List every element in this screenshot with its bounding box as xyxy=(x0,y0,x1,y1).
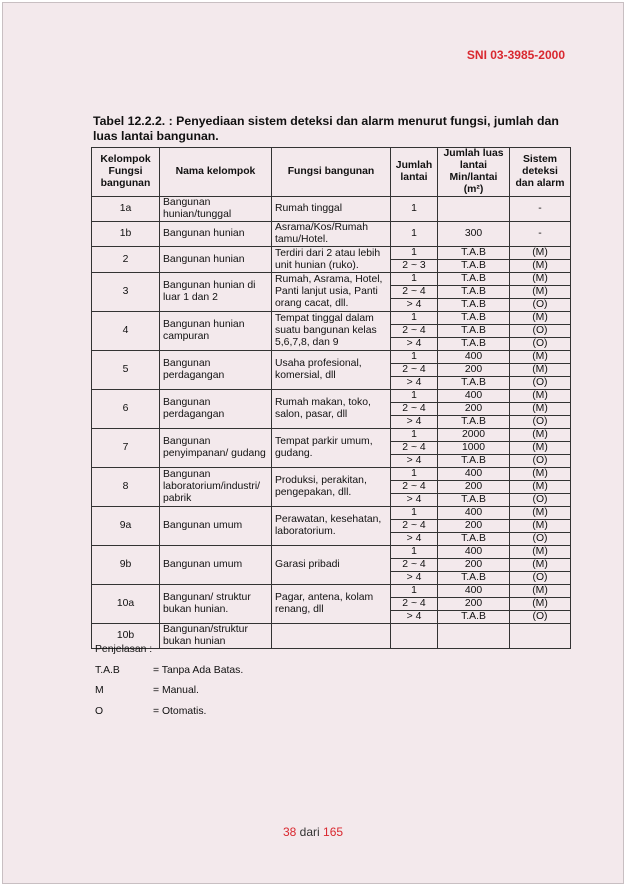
group-name-cell: Bangunan hunian campuran xyxy=(160,312,272,351)
system-cell: (M) xyxy=(510,585,571,598)
floors-cell: 2 ~ 4 xyxy=(391,325,438,338)
note-key: O xyxy=(95,705,104,717)
floors-cell: 2 ~ 4 xyxy=(391,286,438,299)
group-code-cell: 4 xyxy=(92,312,160,351)
note-value: = Otomatis. xyxy=(153,705,207,717)
floors-cell: 2 ~ 4 xyxy=(391,481,438,494)
system-cell: (O) xyxy=(510,416,571,429)
area-cell: 200 xyxy=(438,364,510,377)
system-cell: (M) xyxy=(510,312,571,325)
function-cell: Tempat parkir umum, gudang. xyxy=(272,429,391,468)
note-value: = Tanpa Ada Batas. xyxy=(153,664,244,676)
system-cell: (O) xyxy=(510,494,571,507)
area-cell: 200 xyxy=(438,559,510,572)
note-value: = Manual. xyxy=(153,685,199,696)
system-cell: - xyxy=(510,197,571,222)
area-cell: 400 xyxy=(438,585,510,598)
area-cell: 200 xyxy=(438,403,510,416)
table-row xyxy=(92,351,571,364)
system-cell: (M) xyxy=(510,442,571,455)
header-jumlah-lantai: Jumlah lantai xyxy=(391,148,438,197)
group-name-cell: Bangunan umum xyxy=(160,507,272,546)
floors-cell: 1 xyxy=(391,273,438,286)
floors-cell: 2 ~ 4 xyxy=(391,559,438,572)
table-row xyxy=(92,585,571,598)
floors-cell: 1 xyxy=(391,468,438,481)
header-luas-lantai: Jumlah luas lantai Min/lantai (m²) xyxy=(438,148,510,197)
area-cell: T.A.B xyxy=(438,338,510,351)
detection-alarm-table xyxy=(91,147,571,649)
system-cell: (M) xyxy=(510,598,571,611)
table-row xyxy=(92,468,571,481)
system-cell: (M) xyxy=(510,351,571,364)
system-cell: (O) xyxy=(510,299,571,312)
area-cell: T.A.B xyxy=(438,572,510,585)
function-cell: Rumah, Asrama, Hotel, Panti lanjut usia, Panti orang cacat, dll. xyxy=(272,273,391,312)
floors-cell: > 4 xyxy=(391,299,438,312)
table-row xyxy=(92,247,571,260)
group-name-cell: Bangunan/struktur bukan hunian xyxy=(160,624,272,649)
group-code-cell: 1b xyxy=(92,222,160,247)
system-cell: (M) xyxy=(510,273,571,286)
floors-cell: 2 ~ 4 xyxy=(391,403,438,416)
group-code-cell: 10a xyxy=(92,585,160,624)
function-cell: Terdiri dari 2 atau lebih unit hunian (ruko). xyxy=(272,247,391,273)
area-cell: T.A.B xyxy=(438,416,510,429)
floors-cell: 1 xyxy=(391,197,438,222)
page-separator: dari xyxy=(299,825,320,839)
table-header-row xyxy=(92,148,571,197)
system-cell: (M) xyxy=(510,468,571,481)
system-cell: (M) xyxy=(510,546,571,559)
system-cell: (O) xyxy=(510,338,571,351)
header-fungsi: Fungsi bangunan xyxy=(272,148,391,197)
area-cell: T.A.B xyxy=(438,611,510,624)
system-cell: (M) xyxy=(510,559,571,572)
note-item xyxy=(95,706,243,727)
table-row xyxy=(92,273,571,286)
table-row xyxy=(92,312,571,325)
system-cell: (M) xyxy=(510,481,571,494)
area-cell: 300 xyxy=(438,222,510,247)
group-name-cell: Bangunan hunian/tunggal xyxy=(160,197,272,222)
group-code-cell: 9a xyxy=(92,507,160,546)
area-cell: T.A.B xyxy=(438,455,510,468)
system-cell: (O) xyxy=(510,377,571,390)
table-row xyxy=(92,546,571,559)
area-cell: T.A.B xyxy=(438,377,510,390)
area-cell: 400 xyxy=(438,468,510,481)
group-name-cell: Bangunan hunian xyxy=(160,222,272,247)
standard-code: SNI 03-3985-2000 xyxy=(466,48,565,62)
table-row xyxy=(92,429,571,442)
group-code-cell: 7 xyxy=(92,429,160,468)
area-cell: 400 xyxy=(438,507,510,520)
system-cell: (M) xyxy=(510,520,571,533)
floors-cell: 1 xyxy=(391,222,438,247)
floors-cell: > 4 xyxy=(391,455,438,468)
notes-heading: Penjelasan : xyxy=(95,644,153,655)
function-cell: Pagar, antena, kolam renang, dll xyxy=(272,585,391,624)
floors-cell: 1 xyxy=(391,429,438,442)
page-number: 38 xyxy=(282,825,297,839)
area-cell: T.A.B xyxy=(438,247,510,260)
group-code-cell: 1a xyxy=(92,197,160,222)
area-cell: 200 xyxy=(438,481,510,494)
floors-cell: 1 xyxy=(391,312,438,325)
group-name-cell: Bangunan umum xyxy=(160,546,272,585)
table-title: Tabel 12.2.2. : Penyediaan sistem deteksi dan alarm menurut fungsi, jumlah dan luas lantai bangunan. xyxy=(93,114,559,143)
group-name-cell: Bangunan perdagangan xyxy=(160,390,272,429)
floors-cell: 2 ~ 4 xyxy=(391,598,438,611)
area-cell: 400 xyxy=(438,390,510,403)
area-cell: T.A.B xyxy=(438,533,510,546)
notes xyxy=(95,644,243,726)
group-name-cell: Bangunan/ struktur bukan hunian. xyxy=(160,585,272,624)
document-page xyxy=(2,2,624,884)
function-cell: Produksi, perakitan, pengepakan, dll. xyxy=(272,468,391,507)
system-cell: (M) xyxy=(510,403,571,416)
system-cell: (M) xyxy=(510,364,571,377)
system-cell: (O) xyxy=(510,455,571,468)
system-cell: - xyxy=(510,222,571,247)
function-cell: Rumah makan, toko, salon, pasar, dll xyxy=(272,390,391,429)
floors-cell: > 4 xyxy=(391,338,438,351)
area-cell: 400 xyxy=(438,546,510,559)
area-cell: 200 xyxy=(438,520,510,533)
system-cell: (O) xyxy=(510,572,571,585)
system-cell: (M) xyxy=(510,286,571,299)
floors-cell: 1 xyxy=(391,351,438,364)
group-code-cell: 6 xyxy=(92,390,160,429)
area-cell: 1000 xyxy=(438,442,510,455)
function-cell xyxy=(272,624,391,649)
floors-cell: 2 ~ 3 xyxy=(391,260,438,273)
table-row xyxy=(92,390,571,403)
function-cell: Usaha profesional, komersial, dll xyxy=(272,351,391,390)
system-cell: (O) xyxy=(510,325,571,338)
area-cell: T.A.B xyxy=(438,286,510,299)
group-code-cell: 5 xyxy=(92,351,160,390)
area-cell: 400 xyxy=(438,351,510,364)
floors-cell: > 4 xyxy=(391,494,438,507)
area-cell: T.A.B xyxy=(438,299,510,312)
area-cell xyxy=(438,624,510,649)
table-row xyxy=(92,507,571,520)
group-name-cell: Bangunan penyimpanan/ gudang xyxy=(160,429,272,468)
area-cell: T.A.B xyxy=(438,273,510,286)
note-key: M xyxy=(95,685,104,696)
area-cell: T.A.B xyxy=(438,494,510,507)
note-item xyxy=(95,685,243,706)
function-cell: Rumah tinggal xyxy=(272,197,391,222)
header-kelompok: Kelompok Fungsi bangunan xyxy=(92,148,160,197)
page-total: 165 xyxy=(323,825,344,839)
area-cell: T.A.B xyxy=(438,260,510,273)
group-code-cell: 10b xyxy=(92,624,160,649)
floors-cell: > 4 xyxy=(391,611,438,624)
group-code-cell: 3 xyxy=(92,273,160,312)
header-sistem: Sistem deteksi dan alarm xyxy=(510,148,571,197)
table-row xyxy=(92,197,571,222)
system-cell xyxy=(510,624,571,649)
group-name-cell: Bangunan laboratorium/industri/ pabrik xyxy=(160,468,272,507)
function-cell: Perawatan, kesehatan, laboratorium. xyxy=(272,507,391,546)
group-name-cell: Bangunan hunian di luar 1 dan 2 xyxy=(160,273,272,312)
system-cell: (M) xyxy=(510,390,571,403)
floors-cell: 2 ~ 4 xyxy=(391,520,438,533)
system-cell: (M) xyxy=(510,260,571,273)
function-cell: Garasi pribadi xyxy=(272,546,391,585)
group-code-cell: 9b xyxy=(92,546,160,585)
floors-cell: 2 ~ 4 xyxy=(391,364,438,377)
page-footer xyxy=(3,825,623,839)
floors-cell: > 4 xyxy=(391,572,438,585)
area-cell xyxy=(438,197,510,222)
floors-cell: 1 xyxy=(391,247,438,260)
floors-cell: 1 xyxy=(391,546,438,559)
system-cell: (M) xyxy=(510,429,571,442)
system-cell: (O) xyxy=(510,611,571,624)
system-cell: (O) xyxy=(510,533,571,546)
group-code-cell: 8 xyxy=(92,468,160,507)
area-cell: 200 xyxy=(438,598,510,611)
floors-cell xyxy=(391,624,438,649)
table-row xyxy=(92,222,571,247)
group-name-cell: Bangunan perdagangan xyxy=(160,351,272,390)
system-cell: (M) xyxy=(510,507,571,520)
floors-cell: 1 xyxy=(391,507,438,520)
function-cell: Asrama/Kos/Rumah tamu/Hotel. xyxy=(272,222,391,247)
area-cell: 2000 xyxy=(438,429,510,442)
floors-cell: > 4 xyxy=(391,377,438,390)
area-cell: T.A.B xyxy=(438,312,510,325)
area-cell: T.A.B xyxy=(438,325,510,338)
note-item xyxy=(95,665,243,686)
note-key: T.A.B xyxy=(95,664,120,676)
floors-cell: > 4 xyxy=(391,533,438,546)
function-cell: Tempat tinggal dalam suatu bangunan kelas 5,6,7,8, dan 9 xyxy=(272,312,391,351)
group-code-cell: 2 xyxy=(92,247,160,273)
header-nama: Nama kelompok xyxy=(160,148,272,197)
table-body xyxy=(92,197,571,649)
system-cell: (M) xyxy=(510,247,571,260)
group-name-cell: Bangunan hunian xyxy=(160,247,272,273)
floors-cell: 1 xyxy=(391,390,438,403)
floors-cell: > 4 xyxy=(391,416,438,429)
floors-cell: 1 xyxy=(391,585,438,598)
floors-cell: 2 ~ 4 xyxy=(391,442,438,455)
